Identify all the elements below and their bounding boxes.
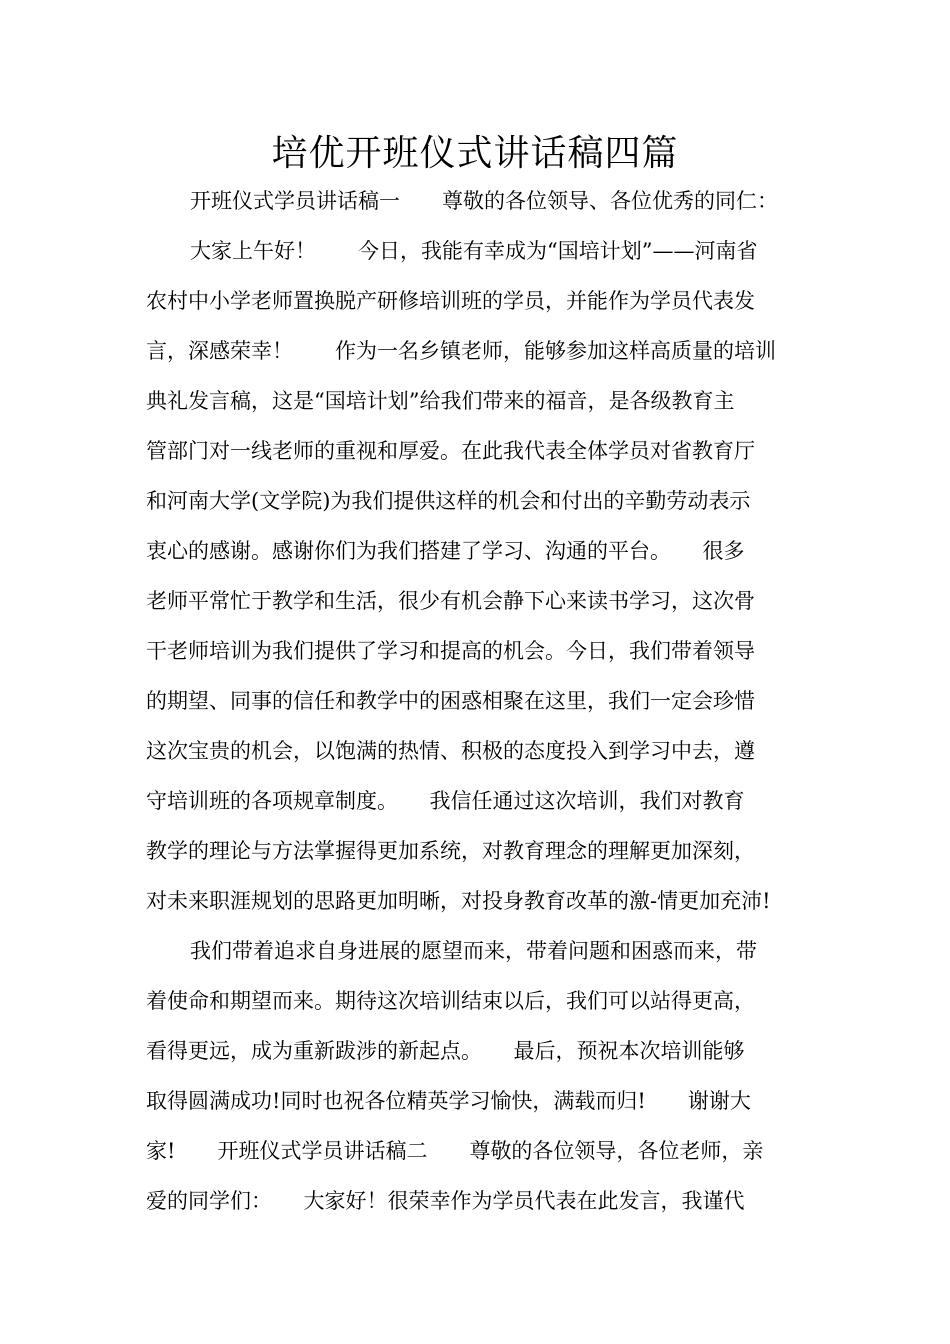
body-line: 农村中小学老师置换脱产研修培训班的学员，并能作为学员代表发 <box>146 289 755 313</box>
body-line: 典礼发言稿，这是“国培计划”给我们带来的福音，是各级教育主 <box>146 389 735 413</box>
body-line: 干老师培训为我们提供了学习和提高的机会。今日，我们带着领导 <box>146 639 755 663</box>
body-line: 大家上午好！ 今日，我能有幸成为“国培计划”——河南省 <box>190 239 758 263</box>
body-line: 和河南大学(文学院)为我们提供这样的机会和付出的辛勤劳动表示 <box>146 489 751 513</box>
body-line: 开班仪式学员讲话稿一 尊敬的各位领导、各位优秀的同仁： <box>190 189 778 213</box>
body-line: 着使命和期望而来。期待这次培训结束以后，我们可以站得更高， <box>146 989 755 1013</box>
body-line: 管部门对一线老师的重视和厚爱。在此我代表全体学员对省教育厅 <box>146 439 755 463</box>
body-line: 爱的同学们： 大家好！很荣幸作为学员代表在此发言，我谨代 <box>146 1189 745 1213</box>
body-line: 的期望、同事的信任和教学中的困惑相聚在这里，我们一定会珍惜 <box>146 689 755 713</box>
body-line: 对未来职涯规划的思路更加明晰，对投身教育改革的激-情更加充沛! <box>146 889 771 913</box>
body-line: 言，深感荣幸！ 作为一名乡镇老师，能够参加这样高质量的培训 <box>146 339 776 363</box>
document-title: 培优开班仪式讲话稿四篇 <box>271 133 679 174</box>
body-line: 守培训班的各项规章制度。 我信任通过这次培训，我们对教育 <box>146 789 745 813</box>
body-line: 取得圆满成功!同时也祝各位精英学习愉快，满载而归! 谢谢大 <box>146 1089 751 1113</box>
body-line: 家! 开班仪式学员讲话稿二 尊敬的各位领导，各位老师，亲 <box>146 1139 764 1163</box>
body-line: 衷心的感谢。感谢你们为我们搭建了学习、沟通的平台。 很多 <box>146 539 745 563</box>
body-line: 教学的理论与方法掌握得更加系统，对教育理念的理解更加深刻， <box>146 839 755 863</box>
body-line: 我们带着追求自身进展的愿望而来，带着问题和困惑而来，带 <box>190 939 757 963</box>
body-line: 老师平常忙于教学和生活，很少有机会静下心来读书学习，这次骨 <box>146 589 755 613</box>
body-line: 这次宝贵的机会，以饱满的热情、积极的态度投入到学习中去，遵 <box>146 739 755 763</box>
body-line: 看得更远，成为重新跋涉的新起点。 最后，预祝本次培训能够 <box>146 1039 745 1063</box>
